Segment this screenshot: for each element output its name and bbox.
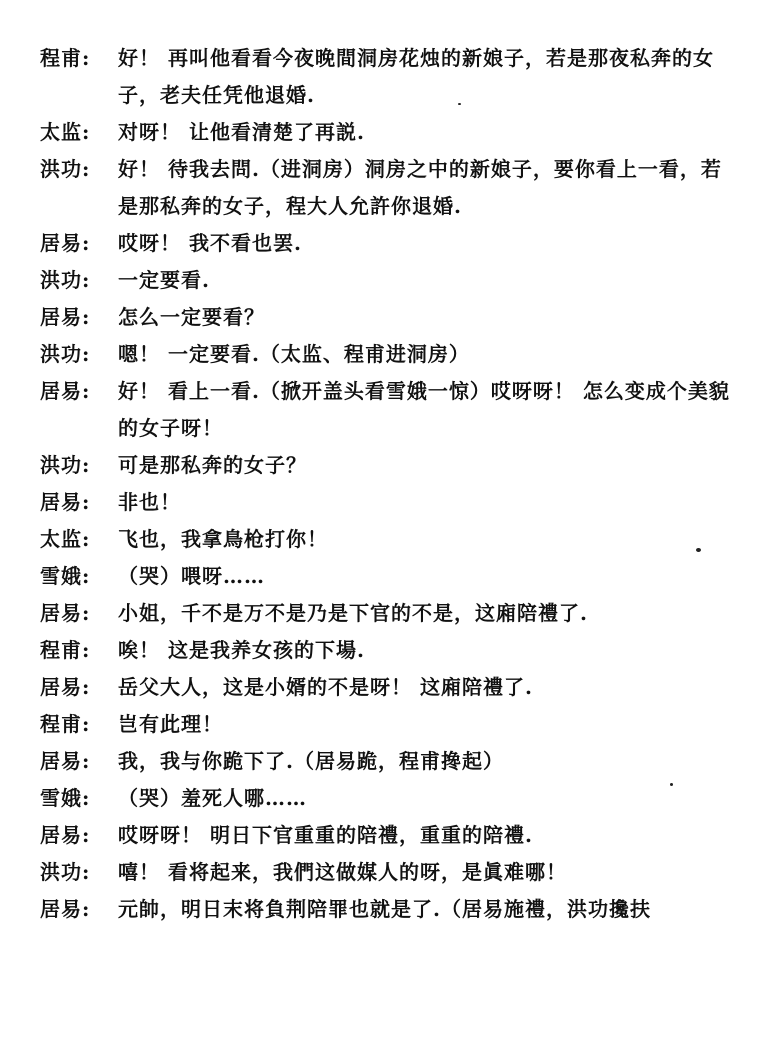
speaker-name: 洪功: [40,342,91,366]
dialogue-line: （哭）喂呀…… [118,564,265,588]
speaker-name: 程甫: [40,712,91,736]
speaker-name: 居易: [40,601,91,625]
dialogue-entry [40,743,740,780]
dialogue-line: 好！ 看上一看.（掀开盖头看雪娥一惊）哎呀呀！ 怎么变成个美貌的女子呀！ [118,379,730,440]
speaker-name: 太监: [40,527,91,551]
dialogue-entry [40,336,740,373]
speaker-name: 居易: [40,305,91,329]
dialogue-line: 嘻！ 看将起来，我們这做媒人的呀，是眞难哪！ [118,860,567,884]
dialogue-entry [40,669,740,706]
speaker-name: 太监: [40,120,91,144]
speaker-name: 雪娥: [40,564,91,588]
dialogue-entry [40,262,740,299]
dialogue-line: 哎呀！ 我不看也罢. [118,231,302,255]
dialogue-line: 非也！ [118,490,181,514]
dialogue-line: 岂有此理！ [118,712,223,736]
dialogue-entry [40,447,740,484]
dialogue-entry [40,817,740,854]
dialogue-line: 对呀！ 让他看清楚了再説. [118,120,365,144]
dialogue-line: 好！ 再叫他看看今夜晚間洞房花烛的新娘子，若是那夜私奔的女子，老夫任凭他退婚. [118,46,714,107]
speaker-name: 居易: [40,231,91,255]
speaker-name: 洪功: [40,268,91,292]
dialogue-entry [40,780,740,817]
dialogue-entry [40,558,740,595]
dialogue-entry [40,373,740,447]
dialogue-entry [40,632,740,669]
dialogue-entry [40,595,740,632]
speaker-name: 程甫: [40,46,91,70]
dialogue-entry [40,484,740,521]
dialogue-entry [40,225,740,262]
script-dialogue [40,40,740,928]
dialogue-entry [40,891,740,928]
speaker-name: 洪功: [40,453,91,477]
dialogue-line: 可是那私奔的女子？ [118,453,307,477]
dialogue-line: 一定要看. [118,268,210,292]
dialogue-line: 岳父大人，这是小婿的不是呀！ 这廂陪禮了. [118,675,533,699]
dialogue-line: 唉！ 这是我养女孩的下場. [118,638,365,662]
dialogue-entry [40,114,740,151]
dialogue-entry [40,40,740,114]
dialogue-entry [40,706,740,743]
ink-speck [670,783,673,786]
dialogue-line: 嗯！ 一定要看.（太监、程甫进洞房） [118,342,470,366]
dialogue-line: （哭）羞死人哪…… [118,786,307,810]
dialogue-line: 元帥，明日末将負荆陪罪也就是了.（居易施禮，洪功攙扶 [118,897,651,921]
dialogue-line: 好！ 待我去問.（进洞房）洞房之中的新娘子，要你看上一看，若是那私奔的女子，程大人允許你退婚. [118,157,722,218]
dialogue-line: 小姐，千不是万不是乃是下官的不是，这廂陪禮了. [118,601,588,625]
speaker-name: 居易: [40,490,91,514]
speaker-name: 程甫: [40,638,91,662]
ink-speck [696,548,701,552]
speaker-name: 居易: [40,897,91,921]
speaker-name: 居易: [40,823,91,847]
dialogue-entry [40,299,740,336]
speaker-name: 雪娥: [40,786,91,810]
speaker-name: 洪功: [40,157,91,181]
dialogue-line: 飞也，我拿鳥枪打你！ [118,527,328,551]
ink-speck [458,103,461,105]
dialogue-line: 我，我与你跪下了.（居易跪，程甫搀起） [118,749,504,773]
speaker-name: 居易: [40,675,91,699]
speaker-name: 居易: [40,749,91,773]
dialogue-entry [40,151,740,225]
dialogue-entry [40,854,740,891]
dialogue-line: 哎呀呀！ 明日下官重重的陪禮，重重的陪禮. [118,823,533,847]
dialogue-entry [40,521,740,558]
speaker-name: 洪功: [40,860,91,884]
dialogue-line: 怎么一定要看？ [118,305,265,329]
speaker-name: 居易: [40,379,91,403]
